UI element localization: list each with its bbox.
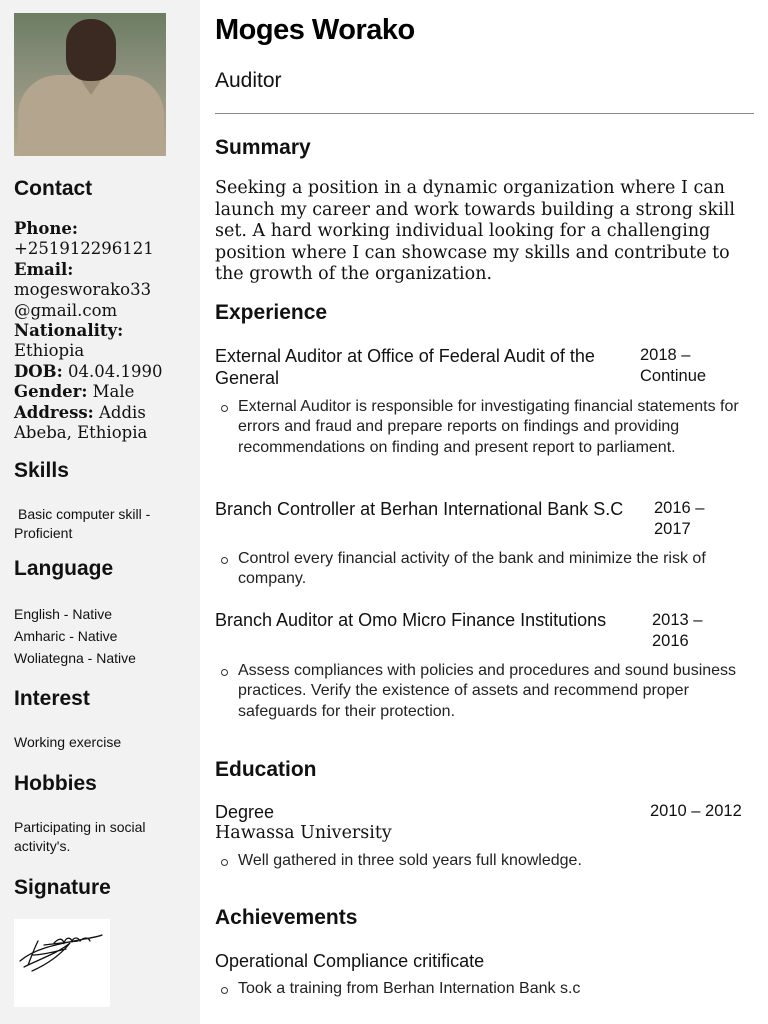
experience-title: Branch Auditor at Omo Micro Finance Institutions <box>215 610 607 630</box>
skills-heading: Skills <box>14 459 69 482</box>
summary-text: Seeking a position in a dynamic organization where I can launch my career and work towards building a strong skill set. A hard working individual looking for a challenging position where I can showcase my skills and contribute to the growth of the organization. <box>215 178 735 284</box>
experience-description: Control every financial activity of the bank and minimize the risk of company. <box>238 549 754 590</box>
language-item: English - Native <box>14 606 113 622</box>
education-heading: Education <box>215 758 317 781</box>
hobbies-text: Participating in social activity's. <box>14 819 146 854</box>
candidate-name: Moges Worako <box>215 14 415 46</box>
signature-image <box>14 919 110 1007</box>
contact-dob: DOB: 04.04.1990 <box>14 361 163 381</box>
job-title: Auditor <box>215 69 282 92</box>
interest-heading: Interest <box>14 687 90 710</box>
experience-dates: 2016 – 2017 <box>654 499 705 538</box>
contact-address: Address: Addis Abeba, Ethiopia <box>14 402 148 443</box>
education-school: Hawassa University <box>215 823 392 843</box>
experience-description: External Auditor is responsible for investigating financial statements for errors and fraud and prepare reports on findings and providing recommendations on finding and present report to parliament. <box>238 397 754 458</box>
experience-description: Assess compliances with policies and procedures and sound business practices. Verify the existence of assets and recommend proper safeguards for their protection. <box>238 661 754 722</box>
language-heading: Language <box>14 557 114 580</box>
photo-head <box>66 19 116 81</box>
skills-text: Basic computer skill - Proficient <box>14 506 151 541</box>
education-degree: Degree <box>215 802 275 822</box>
education-dates: 2010 – 2012 <box>650 802 742 820</box>
signature-heading: Signature <box>14 876 111 899</box>
contact-heading: Contact <box>14 177 93 200</box>
experience-dates: 2018 – Continue <box>640 346 707 385</box>
achievements-heading: Achievements <box>215 906 358 929</box>
achievement-description: Took a training from Berhan Internation Bank s.c <box>238 979 754 999</box>
profile-photo <box>14 13 166 156</box>
education-description: Well gathered in three sold years full knowledge. <box>238 851 754 871</box>
contact-nationality: Nationality: Ethiopia <box>14 321 124 361</box>
contact-gender: Gender: Male <box>14 382 135 402</box>
language-item: Woliategna - Native <box>14 650 136 666</box>
contact-phone: Phone: +251912296121 <box>14 219 154 259</box>
experience-title: External Auditor at Office of Federal Audit of the General <box>215 346 595 388</box>
contact-details <box>14 219 194 443</box>
experience-title: Branch Controller at Berhan International Bank S.C <box>215 499 624 519</box>
interest-text: Working exercise <box>14 734 122 750</box>
achievement-title: Operational Compliance critificate <box>215 951 485 971</box>
summary-heading: Summary <box>215 136 311 159</box>
language-list <box>14 603 196 669</box>
experience-heading: Experience <box>215 301 328 324</box>
header-divider <box>215 113 754 114</box>
experience-dates: 2013 – 2016 <box>652 611 703 650</box>
hobbies-heading: Hobbies <box>14 772 97 795</box>
contact-email: Email: mogesworako33 @gmail.com <box>14 259 152 320</box>
signature-scribble <box>14 919 110 1007</box>
language-item: Amharic - Native <box>14 628 118 644</box>
